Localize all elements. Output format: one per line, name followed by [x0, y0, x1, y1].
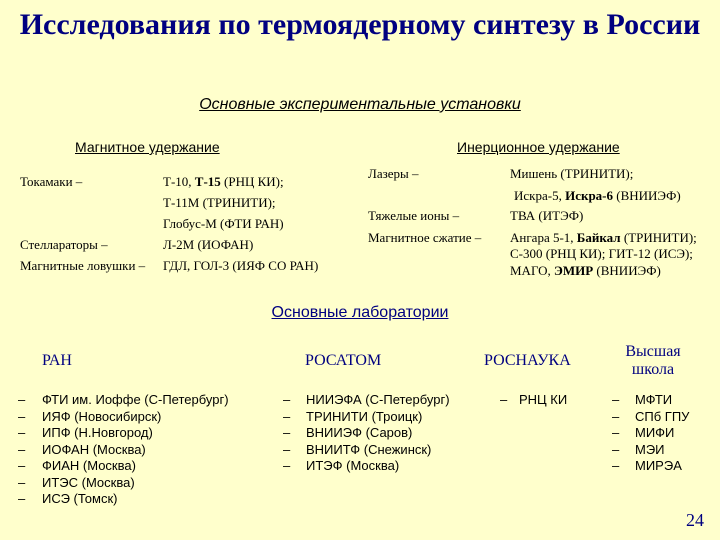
magnetic-value: ГДЛ, ГОЛ-3 (ИЯФ СО РАН) [163, 258, 319, 273]
list-item: МИРЭА [635, 458, 682, 473]
magnetic-label: Токамаки – [20, 174, 83, 189]
list-item: НИИЭФА (С-Петербург) [306, 392, 450, 407]
magnetic-label: Стеллараторы – [20, 237, 108, 252]
list-item: ИСЭ (Томск) [42, 491, 118, 506]
dash-list-ran: – – – – – – – [18, 392, 26, 506]
column-heading-higher-school: Высшая школа [625, 343, 681, 378]
inertial-label: Тяжелые ионы – [368, 208, 460, 223]
dash-list-rosnauka: – [500, 392, 508, 407]
page-title: Исследования по термоядерному синтезу в России [19, 8, 701, 41]
magnetic-value: Глобус-М (ФТИ РАН) [163, 216, 284, 231]
list-item: ВНИИТФ (Снежинск) [306, 441, 432, 457]
magnetic-labels [20, 171, 145, 276]
list-rosnauka [519, 392, 567, 409]
inertial-value: МАГО, ЭМИР (ВНИИЭФ) [510, 263, 661, 278]
list-ran [42, 392, 229, 508]
list-item: ВНИИЭФ (Саров) [306, 425, 413, 440]
list-item: ИОФАН (Москва) [42, 441, 146, 457]
list-item: РНЦ КИ [519, 392, 568, 407]
magnetic-label [20, 213, 145, 234]
list-item: ИТЭС (Москва) [42, 474, 135, 490]
list-item: МФТИ [635, 392, 673, 407]
magnetic-value: Т-11М (ТРИНИТИ); [163, 195, 276, 210]
magnetic-label: Магнитные ловушки – [20, 258, 146, 273]
list-item: ИТЭФ (Москва) [306, 458, 400, 473]
inertial-label: Лазеры – [368, 166, 419, 181]
magnetic-heading: Магнитное удержание [75, 139, 220, 155]
inertial-label: Магнитное сжатие – [368, 230, 482, 245]
list-item: МЭИ [635, 441, 665, 457]
column-heading-rosatom: РОСАТОМ [305, 352, 382, 369]
labs-heading: Основные лаборатории [271, 304, 449, 321]
list-item: ИПФ (Н.Новгород) [42, 425, 153, 440]
dash-list-rosatom: – – – – – [283, 392, 291, 473]
subtitle: Основные экспериментальные установки [199, 96, 521, 113]
inertial-value: Искра-5, Искра-6 (ВНИИЭФ) [514, 188, 681, 203]
list-item: ФТИ им. Иоффе (С-Петербург) [42, 392, 229, 407]
inertial-heading: Инерционное удержание [457, 139, 620, 155]
list-item: ФИАН (Москва) [42, 458, 136, 473]
inertial-value: ТВА (ИТЭФ) [510, 208, 584, 223]
column-heading-ran: РАН [42, 352, 72, 369]
column-heading-rosnauka: РОСНАУКА [484, 352, 571, 369]
list-rosatom [306, 392, 450, 475]
page-number: 24 [686, 510, 704, 530]
inertial-value: Мишень (ТРИНИТИ); [510, 166, 634, 181]
magnetic-label [20, 192, 145, 213]
list-item: ТРИНИТИ (Троицк) [306, 408, 423, 424]
inertial-value: С-300 (РНЦ КИ); ГИТ-12 (ИСЭ); [510, 246, 693, 261]
list-higher-school [635, 392, 689, 475]
magnetic-values [163, 171, 318, 276]
dash-list-higher-school: – – – – – [612, 392, 620, 473]
magnetic-value: Т-10, Т-15 (РНЦ КИ); [163, 174, 284, 189]
list-item: ИЯФ (Новосибирск) [42, 408, 162, 424]
magnetic-value: Л-2М (ИОФАН) [163, 237, 254, 252]
inertial-value: Ангара 5-1, Байкал (ТРИНИТИ); [510, 230, 697, 245]
list-item: МИФИ [635, 425, 675, 440]
list-item: СПб ГПУ [635, 408, 690, 424]
